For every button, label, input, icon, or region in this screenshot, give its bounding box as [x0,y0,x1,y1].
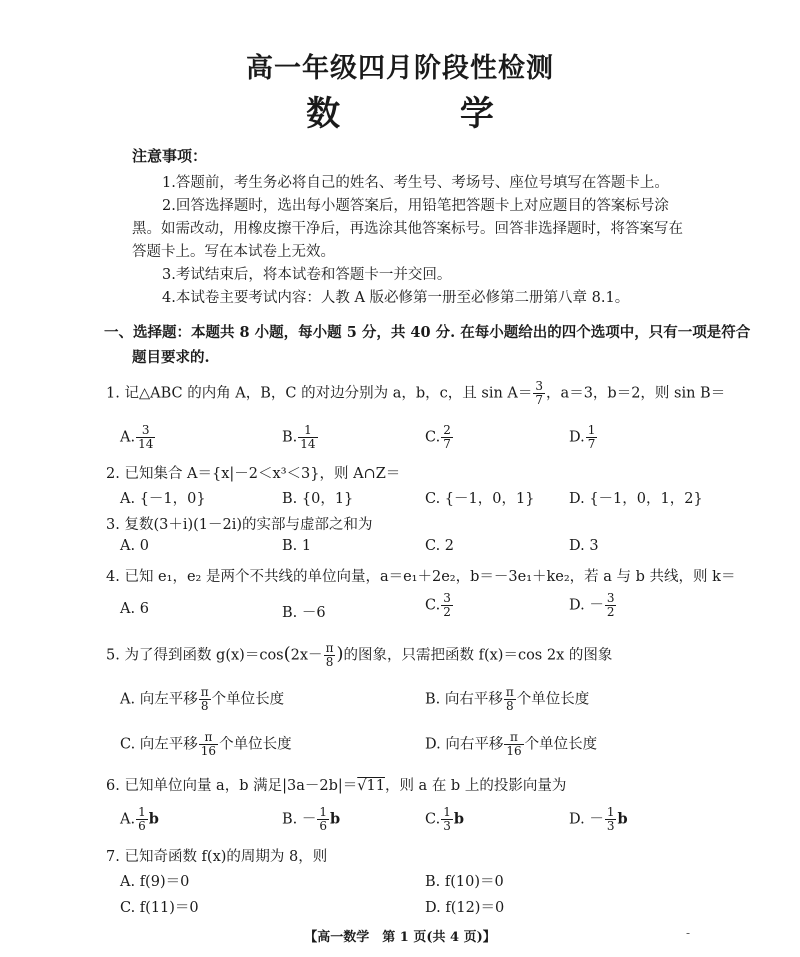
question-2: 2. 已知集合 A＝{x|－2＜x³＜3}，则 A∩Z＝ [106,466,401,482]
numerator: 3 [443,591,451,605]
denominator: 3 [606,819,615,833]
numerator: 3 [136,424,155,438]
option-label: A. [120,429,136,446]
option-label: B. [282,429,298,446]
denominator: 16 [506,744,522,758]
denominator: 8 [506,699,514,713]
denominator: 8 [325,655,334,669]
denominator: 16 [200,744,217,758]
vector-b: b [148,810,159,828]
q1-text-pre: 1. 记△ABC 的内角 A，B，C 的对边分别为 a，b，c，且 sin A＝ [106,385,533,402]
numerator: π [200,685,209,699]
q4-option-a: A. 6 [120,601,149,617]
option-text: 个单位长度 [211,691,285,708]
question-4: 4. 已知 e₁，e₂ 是两个不共线的单位向量，a＝e₁＋2e₂，b＝－3e₁＋ke₂，若 a 与 b 共线，则 k＝ [106,569,736,585]
vector-b: b [617,810,628,828]
q2-option-d: D. {－1，0，1，2} [569,491,703,507]
numerator: 1 [319,805,328,819]
q3-option-c: C. 2 [425,538,455,554]
q5-option-c [120,731,292,758]
q1-option-a [120,424,156,451]
question-3: 3. 复数(3＋i)(1－2i)的实部与虚部之和为 [106,517,373,533]
numerator: 3 [535,379,544,393]
q4-option-c [425,592,454,619]
exam-title: 高一年级四月阶段性检测 [246,53,554,84]
question-6 [106,774,566,795]
q4-option-d [569,592,617,619]
q3-option-d: D. 3 [569,538,599,554]
question-1 [106,380,725,407]
denominator: 2 [606,605,615,619]
q1-option-d [569,424,598,451]
corner-mark: - [686,926,691,940]
q6-option-c [425,806,464,833]
q5-option-d [425,731,597,758]
q5-paren-text: 2x－ [290,647,323,664]
option-text: D. 向右平移 [425,736,504,753]
vector-b: b [453,810,464,828]
q1-text-post: ，a＝3，b＝2，则 sin B＝ [546,385,726,402]
numerator: 2 [443,423,451,437]
denominator: 7 [587,437,596,451]
option-label: C. [425,597,441,614]
option-text: 个单位长度 [219,736,292,753]
notice-heading: 注意事项： [132,147,208,165]
q6-option-b [282,806,340,833]
denominator: 8 [200,699,209,713]
q7-option-a: A. f(9)＝0 [120,874,190,890]
q2-option-b: B. {0，1} [282,491,354,507]
option-text: 个单位长度 [524,736,598,753]
notice-line: 4.本试卷主要考试内容：人教 A 版必修第一册至必修第二册第八章 8.1。 [162,290,630,306]
section-heading-cont: 题目要求的. [132,349,210,366]
notice-line: 答题卡上。写在本试卷上无效。 [132,244,335,260]
option-label: A. [120,811,136,828]
option-text: 个单位长度 [516,691,590,708]
numerator: π [505,685,514,699]
numerator: 1 [138,805,146,819]
option-label: D. [569,429,585,446]
q1-option-c [425,424,454,451]
option-label: D. － [569,811,604,828]
denominator: 2 [443,605,451,619]
option-text: B. 向右平移 [425,691,503,708]
q6-sqrt: √11 [357,778,385,794]
notice-line: 1.答题前，考生务必将自己的姓名、考生号、考场号、座位号填写在答题卡上。 [162,175,669,191]
denominator: 7 [443,437,451,451]
q3-option-a: A. 0 [120,538,149,554]
q6-text-pre: 6. 已知单位向量 a，b 满足|3a－2b|＝ [106,778,358,794]
option-label: D. － [569,597,604,614]
q2-option-c: C. {－1，0，1} [425,491,535,507]
q7-option-d: D. f(12)＝0 [425,900,505,916]
option-label: C. [425,811,441,828]
denominator: 14 [138,437,154,451]
option-text: A. 向左平移 [120,691,198,708]
numerator: 1 [587,423,596,437]
q3-option-b: B. 1 [282,538,312,554]
denominator: 6 [138,819,146,833]
notice-line: 3.考试结束后，将本试卷和答题卡一并交回。 [162,267,452,283]
option-text: C. 向左平移 [120,736,198,753]
numerator: 1 [443,805,451,819]
numerator: 1 [606,805,615,819]
q5-option-b [425,686,589,713]
q6-option-d [569,806,628,833]
numerator: 1 [298,424,317,438]
page-footer: 【高一数学 第 1 页(共 4 页)】 [304,930,496,945]
question-5: 5. 为了得到函数 g(x)＝cos(2x－ $\frac{\pi}{8}$ )的图象，只需把函数 f(x)＝cos 2x 的图象 [106,641,613,669]
q6-option-a [120,806,159,833]
denominator: 14 [300,437,316,451]
notice-line: 黑。如需改动，用橡皮擦干净后，再选涂其他答案标号。回答非选择题时，将答案写在 [132,221,683,237]
numerator: π [325,641,334,655]
q5-text-pre: 5. 为了得到函数 g(x)＝cos [106,647,284,664]
q4-option-b: B. －6 [282,605,326,621]
subject-title: 数 学 [306,94,548,134]
q7-option-c: C. f(11)＝0 [120,900,199,916]
option-label: B. － [282,811,317,828]
q1-fraction [533,380,545,407]
numerator: π [504,731,523,745]
denominator: 7 [535,393,544,407]
vector-b: b [330,810,341,828]
q5-option-a [120,686,284,713]
q7-option-b: B. f(10)＝0 [425,874,504,890]
question-7: 7. 已知奇函数 f(x)的周期为 8，则 [106,849,328,865]
denominator: 3 [443,819,451,833]
q5-text-post: 的图象，只需把函数 f(x)＝cos 2x 的图象 [343,647,613,664]
option-label: C. [425,429,441,446]
q2-option-a: A. {－1，0} [120,491,206,507]
notice-line: 2.回答选择题时，选出每小题答案后，用铅笔把答题卡上对应题目的答案标号涂 [162,198,669,214]
q1-option-b [282,424,319,451]
numerator: π [199,731,218,745]
denominator: 6 [319,819,328,833]
section-heading: 一、选择题：本题共 8 小题，每小题 5 分，共 40 分. 在每小题给出的四个选项中，只有一项是符合 [104,324,751,341]
q6-text-post: ，则 a 在 b 上的投影向量为 [384,778,567,794]
numerator: 3 [606,591,615,605]
